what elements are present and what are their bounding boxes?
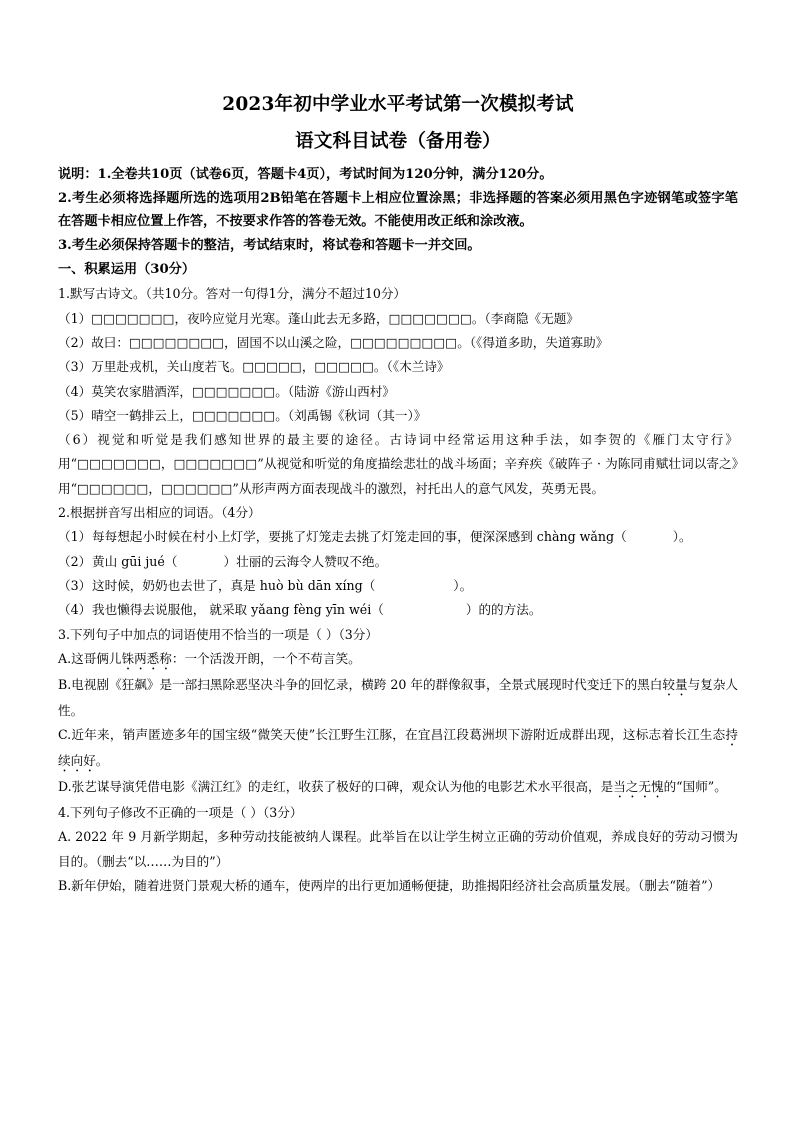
exam-page [58, 94, 738, 898]
answer-blank[interactable] [627, 525, 673, 549]
answer-blank[interactable] [384, 598, 466, 622]
question-4 [58, 801, 738, 898]
question-1 [58, 282, 738, 501]
exam-title: 2023年初中学业水平考试第一次模拟考试 [222, 94, 574, 115]
question-item: （6）视觉和听觉是我们感知世界的最主要的途径。古诗词中经常运用这种手法，如李贺的《雁门太守行》用“□□□□□□□，□□□□□□□”从视觉和听觉的角度描绘悲壮的战斗场面；辛弃疾《破阵子 · 为陈同甫赋壮词以寄之》用“□□□□□□，□□□□□□”从形声两方面表现战斗的激烈，衬托出人的意气风发，英勇无畏。 [58, 432, 738, 496]
question-3 [58, 623, 738, 802]
pinyin-item [58, 598, 738, 622]
question-stem: 4.下列句子修改不正确的一项是（ ）（3分） [58, 805, 303, 821]
item-number: （3） [58, 577, 92, 593]
emphasized-word: 较量 [662, 676, 688, 692]
instructions [58, 163, 738, 257]
option-b[interactable]: B.新年伊始，随着进贤门景观大桥的通车，使两岸的出行更加通畅便捷，助推揭阳经济社会高质量发展。（删去“随着”） [58, 878, 721, 894]
item-text: 这时候，奶奶也去世了，真是 huò bù dān xíng（ [92, 577, 376, 593]
item-text-end: ）的的方法。 [465, 602, 542, 618]
question-stem: 3.下列句子中加点的词语使用不恰当的一项是（ ）（3分） [58, 626, 378, 642]
option-a[interactable]: A.这哥俩儿铢两悉称：一个活泼开朗，一个不苟言笑。 [58, 650, 361, 666]
exam-subtitle: 语文科目试卷（备用卷） [295, 131, 501, 152]
instruction-2: 2.考生必须将选择题所选的选项用2B铅笔在答题卡上相应位置涂黑；非选择题的答案必须用黑色字迹钢笔或签字笔在答题卡相应位置上作答，不按要求作答的答卷无效。不能使用改正纸和涂改液。 [58, 190, 738, 230]
question-item: （4）莫笑农家腊酒浑，□□□□□□□。（陆游《游山西村》 [58, 383, 395, 399]
item-text-end: ）。 [453, 577, 473, 593]
emphasized-word: 铢两悉称 [121, 650, 172, 666]
question-item: （3）万里赴戎机，关山度若飞。□□□□□，□□□□□。（《木兰诗》 [58, 359, 450, 375]
section-title: 一、积累运用（30分） [58, 262, 196, 278]
instruction-3: 3.考生必须保持答题卡的整洁，考试结束时，将试卷和答题卡一并交回。 [58, 237, 481, 253]
option-b[interactable]: B.电视剧《狂飙》是一部扫黑除恶坚决斗争的回忆录，横跨 20 年的群像叙事，全景式展现时代变迁下的黑白较量与复杂人性。 [58, 676, 739, 718]
answer-blank[interactable] [375, 574, 453, 598]
pinyin-item [58, 525, 738, 549]
emphasized-word: 持续向好 [58, 727, 738, 769]
question-stem: 1.默写古诗文。（共10分。答对一句得1分，满分不超过10分） [58, 286, 407, 302]
pinyin-item [58, 574, 738, 598]
item-text-end: ）。 [672, 529, 692, 545]
emphasized-word: 当之无愧 [613, 779, 664, 795]
item-text: 黄山 gūi jué（ [92, 553, 178, 569]
question-item: （5）晴空一鹤排云上，□□□□□□□。（刘禹锡《秋词（其一）》 [58, 407, 427, 423]
pinyin-item [58, 550, 738, 574]
option-d[interactable]: D.张艺谋导演凭借电影《满江红》的走红，收获了极好的口碑，观众认为他的电影艺术水平很高，是当之无愧的“国师”。 [58, 779, 727, 795]
question-item: （2）故曰：□□□□□□□□，固国不以山溪之险，□□□□□□□□□。（《得道多助，失道寡助》 [58, 334, 609, 350]
item-number: （4） [58, 602, 92, 618]
option-c[interactable]: C.近年来，销声匿迹多年的国宝级“微笑天使”长江野生江豚，在宜昌江段葛洲坝下游附近成群出现，这标志着长江生态持续向好。 [58, 727, 738, 769]
option-a[interactable]: A. 2022 年 9 月新学期起，多种劳动技能被纳人课程。此举旨在以让学生树立正确的劳动价值观，养成良好的劳动习惯为目的。（删去“以……为目的”） [58, 829, 738, 869]
item-number: （2） [58, 553, 92, 569]
item-text: 我也懒得去说服他， 就采取 yǎang fèng yīn wéi（ [92, 602, 384, 618]
answer-blank[interactable] [177, 550, 223, 574]
question-item: （1）□□□□□□□，夜吟应觉月光寒。蓬山此去无多路，□□□□□□□。（李商隐《无题》 [58, 310, 579, 326]
item-text: 每每想起小时候在村小上灯学，要挑了灯笼走去挑了灯笼走回的事，便深深感到 chàng wǎng（ [92, 529, 627, 545]
question-2 [58, 501, 738, 622]
item-number: （1） [58, 529, 92, 545]
question-stem: 2.根据拼音写出相应的词语。（4分） [58, 505, 261, 521]
instruction-1: 说明：1.全卷共10页（试卷6页，答题卡4页），考试时间为120分钟，满分120分。 [58, 167, 553, 182]
item-text-end: ）壮丽的云海令人赞叹不绝。 [223, 553, 388, 569]
